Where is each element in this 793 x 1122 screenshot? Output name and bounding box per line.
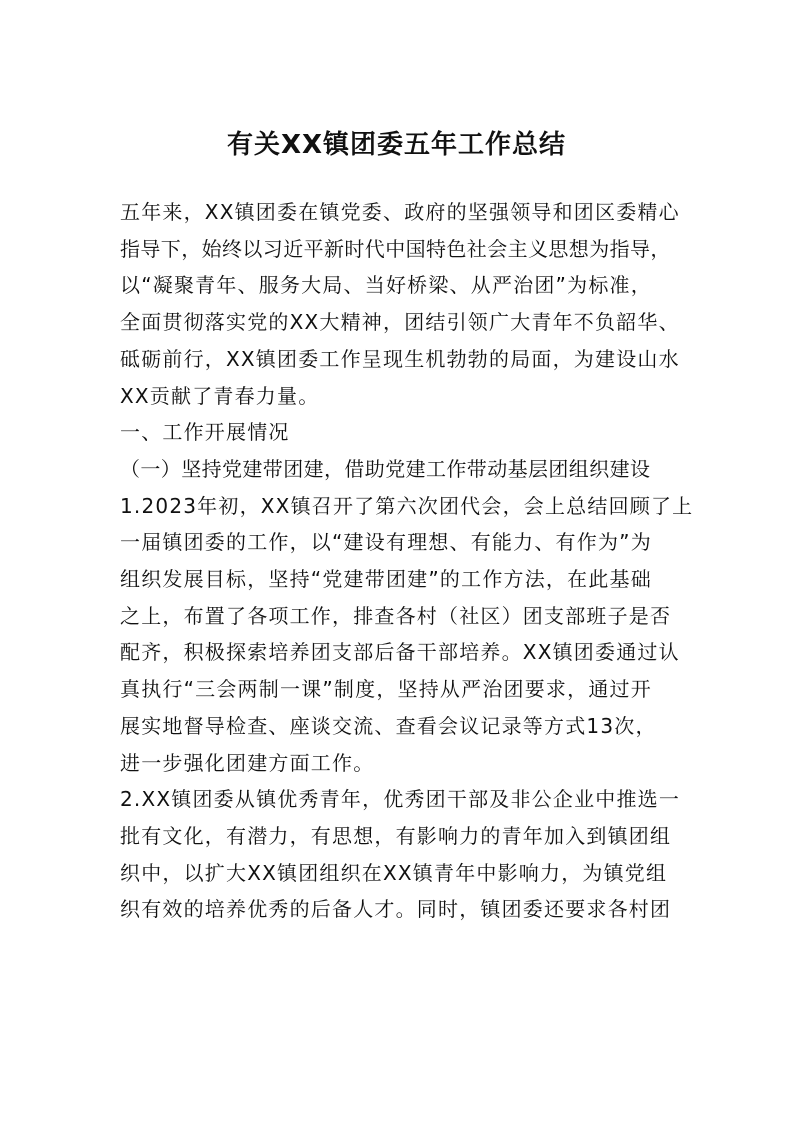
body-line: 织中，以扩大XX镇团组织在XX镇青年中影响力，为镇党组 xyxy=(120,860,668,885)
body-line: 织有效的培养优秀的后备人才。同时，镇团委还要求各村团 xyxy=(120,897,672,922)
body-line: XX贡献了青春力量。 xyxy=(120,383,320,408)
body-line: 指导下，始终以习近平新时代中国特色社会主义思想为指导， xyxy=(120,236,671,261)
document-title: 有关XX镇团委五年工作总结 xyxy=(226,130,567,160)
subsection-heading: （一）坚持党建带团建，借助党建工作带动基层团组织建设 xyxy=(120,456,651,481)
document-body xyxy=(120,194,694,928)
section-heading: 一、工作开展情况 xyxy=(120,420,290,445)
body-line: 展实地督导检查、座谈交流、查看会议记录等方式13次， xyxy=(120,713,657,738)
body-line: 进一步强化团建方面工作。 xyxy=(120,750,375,775)
body-line: 1.2023年初，XX镇召开了第六次团代会，会上总结回顾了上 xyxy=(120,493,694,518)
body-line: 砥砺前行，XX镇团委工作呈现生机勃勃的局面，为建设山水 xyxy=(120,346,680,371)
body-line: 一届镇团委的工作，以“建设有理想、有能力、有作为”为 xyxy=(120,530,652,555)
body-line: 2.XX镇团委从镇优秀青年，优秀团干部及非公企业中推选一 xyxy=(120,787,681,812)
body-line: 五年来，XX镇团委在镇党委、政府的坚强领导和团区委精心 xyxy=(120,200,680,224)
body-line: 组织发展目标，坚持“党建带团建”的工作方法，在此基础 xyxy=(120,567,652,592)
body-line: 真执行“三会两制一课”制度，坚持从严治团要求，通过开 xyxy=(120,677,652,702)
body-line: 以“凝聚青年、服务大局、当好桥梁、从严治团”为标准， xyxy=(120,273,652,298)
body-line: 配齐，积极探索培养团支部后备干部培养。XX镇团委通过认 xyxy=(120,640,680,665)
body-line: 全面贯彻落实党的XX大精神，团结引领广大青年不负韶华、 xyxy=(120,310,680,335)
body-line: 之上，布置了各项工作，排查各村（社区）团支部班子是否 xyxy=(120,603,672,628)
body-line: 批有文化，有潜力，有思想，有影响力的青年加入到镇团组 xyxy=(120,823,672,848)
